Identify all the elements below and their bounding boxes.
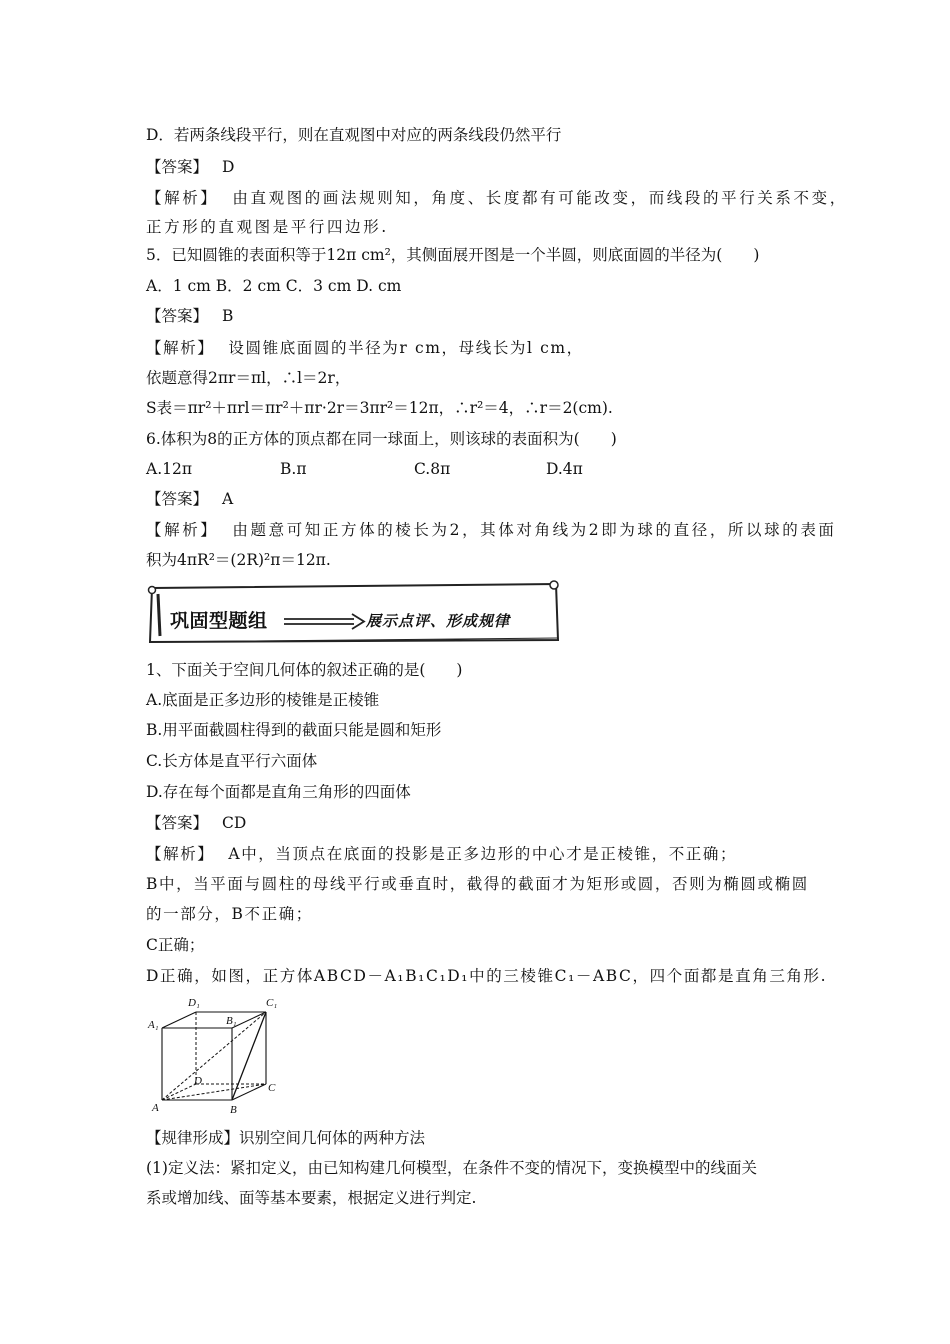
answer-tag: 【答案】 <box>146 307 209 325</box>
question-1: 1、下面关于空间几何体的叙述正确的是( ) <box>146 661 463 679</box>
answer-row <box>146 813 246 833</box>
answer-row <box>146 306 233 326</box>
analysis-equation: S表＝πr²＋πrl＝πr²＋πr·2r＝3πr²＝12π，∴r²＝4，∴r＝2(cm). <box>146 399 613 417</box>
answer-value: CD <box>222 814 247 832</box>
analysis-text: 由题意可知正方体的棱长为2，其体对角线为2即为球的直径，所以球的表面 <box>232 521 837 539</box>
label-d1: D₁ <box>188 997 200 1009</box>
question-1-option-b: B.用平面截圆柱得到的截面只能是圆和矩形 <box>146 721 442 739</box>
question-1-option-d: D.存在每个面都是直角三角形的四面体 <box>146 783 411 801</box>
question-5: 5．已知圆锥的表面积等于12π cm²，其侧面展开图是一个半圆，则底面圆的半径为( ) <box>146 246 760 264</box>
cube-figure <box>144 994 284 1118</box>
analysis-row <box>146 338 584 358</box>
answer-value: A <box>222 490 234 508</box>
option-c: C.8π <box>414 460 451 478</box>
rule-method-1-continued: 系或增加线、面等基本要素，根据定义进行判定. <box>146 1189 477 1207</box>
answer-tag: 【答案】 <box>146 490 209 508</box>
analysis-text: 设圆锥底面圆的半径为r cm，母线长为l cm， <box>228 339 584 357</box>
rule-heading: 【规律形成】识别空间几何体的两种方法 <box>146 1129 426 1147</box>
question-5-options: A．1 cm B．2 cm C．3 cm D. cm <box>146 277 402 295</box>
analysis-row <box>146 844 737 864</box>
answer-row <box>146 157 234 177</box>
analysis-equation: 依题意得2πr＝πl，∴l＝2r， <box>146 369 351 387</box>
label-a: A <box>152 1102 159 1114</box>
label-d: D <box>194 1075 202 1087</box>
analysis-continued: 积为4πR²＝(2R)²π＝12π. <box>146 551 331 569</box>
answer-tag: 【答案】 <box>146 814 209 832</box>
analysis-continued: B中，当平面与圆柱的母线平行或垂直时，截得的截面才为矩形或圆，否则为椭圆或椭圆 <box>146 875 809 893</box>
question-1-option-a: A.底面是正多边形的棱锥是正棱锥 <box>146 691 380 709</box>
section-banner-subtitle: 展示点评、形成规律 <box>366 612 511 630</box>
label-c1: C₁ <box>266 997 278 1009</box>
analysis-text: 由直观图的画法规则知，角度、长度都有可能改变，而线段的平行关系不变， <box>232 189 848 207</box>
label-c: C <box>268 1082 276 1094</box>
answer-value: B <box>222 307 234 325</box>
analysis-continued: C正确； <box>146 936 205 954</box>
rule-method-1: (1)定义法：紧扣定义，由已知构建几何模型，在条件不变的情况下，变换模型中的线面关 <box>146 1159 757 1177</box>
answer-value: D <box>222 158 235 176</box>
option-a: A.12π <box>146 460 193 478</box>
line-option-d: D．若两条线段平行，则在直观图中对应的两条线段仍然平行 <box>146 126 562 144</box>
analysis-row <box>146 520 837 540</box>
option-d: D.4π <box>546 460 583 478</box>
question-1-option-c: C.长方体是直平行六面体 <box>146 752 318 770</box>
analysis-continued: 的一部分，B不正确； <box>146 905 313 923</box>
option-b: B.π <box>280 460 307 478</box>
section-banner-title: 巩固型题组 <box>170 610 268 632</box>
label-b1: B₁ <box>226 1015 237 1027</box>
label-a1: A₁ <box>148 1019 159 1031</box>
question-6: 6.体积为8的正方体的顶点都在同一球面上，则该球的表面积为( ) <box>146 430 617 448</box>
analysis-continued: D正确，如图，正方体ABCD－A₁B₁C₁D₁中的三棱锥C₁－ABC，四个面都是直角三角形. <box>146 967 828 985</box>
analysis-tag: 【解析】 <box>146 845 215 863</box>
analysis-row <box>146 188 848 208</box>
analysis-tag: 【解析】 <box>146 339 215 357</box>
analysis-continued: 正方形的直观图是平行四边形. <box>146 218 389 236</box>
answer-row <box>146 489 233 509</box>
analysis-tag: 【解析】 <box>146 189 219 207</box>
analysis-text: A中，当顶点在底面的投影是正多边形的中心才是正棱锥，不正确； <box>228 845 738 863</box>
label-b: B <box>230 1104 237 1116</box>
answer-tag: 【答案】 <box>146 158 209 176</box>
analysis-tag: 【解析】 <box>146 521 219 539</box>
